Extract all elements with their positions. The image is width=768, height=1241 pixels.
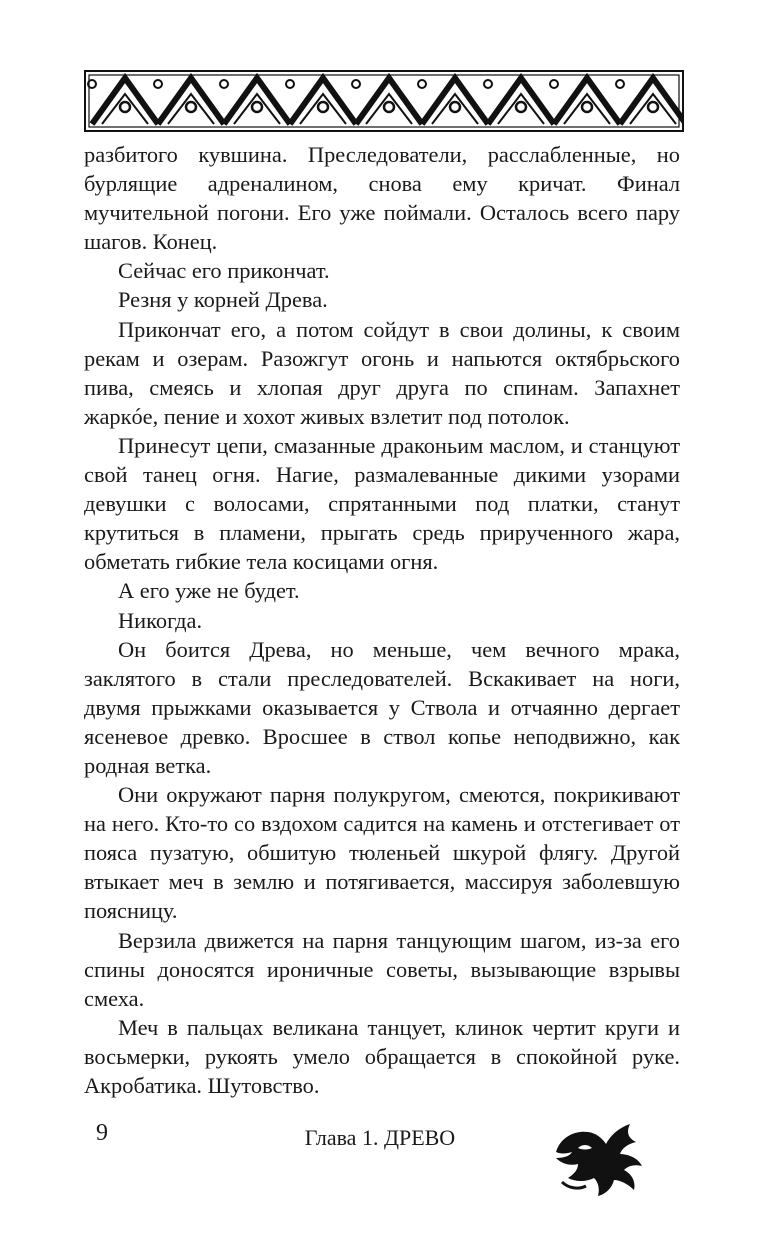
paragraph: Сейчас его прикончат. <box>118 258 330 284</box>
header-ornament <box>84 70 684 132</box>
paragraph: разбитого кувшина. Преследователи, расслабленные, но бурлящие адреналином, снова ему кричат. Финал мучительной погони. Его уже поймали. Осталось всего пару шагов. Конец. <box>84 142 680 255</box>
paragraph: А его уже не будет. <box>118 578 300 604</box>
paragraph: Меч в пальцах великана танцует, клинок чертит круги и восьмерки, рукоять умело обращается в спокойной руке. Акробатика. Шутовство. <box>84 1014 680 1098</box>
paragraph: Резня у корней Древа. <box>118 287 328 313</box>
running-title: Глава 1. ДРЕВО <box>304 1125 456 1150</box>
dragon-icon <box>548 1108 648 1198</box>
paragraph: Они окружают парня полукругом, смеются, покрикивают на него. Кто-то со вздохом садится на камень и отстегивает от пояса пузатую, обшитую тюленьей шкурой флягу. Другой втыкает меч в землю и потягивается, массируя заболевшую поясницу. <box>84 782 680 924</box>
paragraph: Прикончат его, а потом сойдут в свои долины, к своим рекам и озерам. Разожгут огонь и напьются октябрьского пива, смеясь и хлопая друг друга по спинам. Запахнет жаркóе, пение и хохот живых взлетит под потолок. <box>84 316 680 429</box>
paragraph: Принесут цепи, смазанные драконьим маслом, и станцуют свой танец огня. Нагие, размалеванные дикими узорами девушки с волосами, спрятанными под платки, станут крутиться в пламени, прыгать средь прирученного жара, обметать гибкие тела косицами огня. <box>84 432 680 575</box>
paragraph: Никогда. <box>118 607 203 633</box>
paragraph: Он боится Древа, но меньше, чем вечного мрака, заклятого в стали преследователей. Вскакивает на ноги, двумя прыжками оказывается у Ствола и отчаянно дергает ясеневое древко. Вросшее в ствол копье неподвижно, как родная ветка. <box>84 636 680 778</box>
page-number: 9 <box>96 1120 108 1146</box>
paragraph: Верзила движется на парня танцующим шагом, из-за его спины доносятся ироничные советы, вызывающие взрывы смеха. <box>84 927 680 1011</box>
body-text <box>84 140 680 1100</box>
